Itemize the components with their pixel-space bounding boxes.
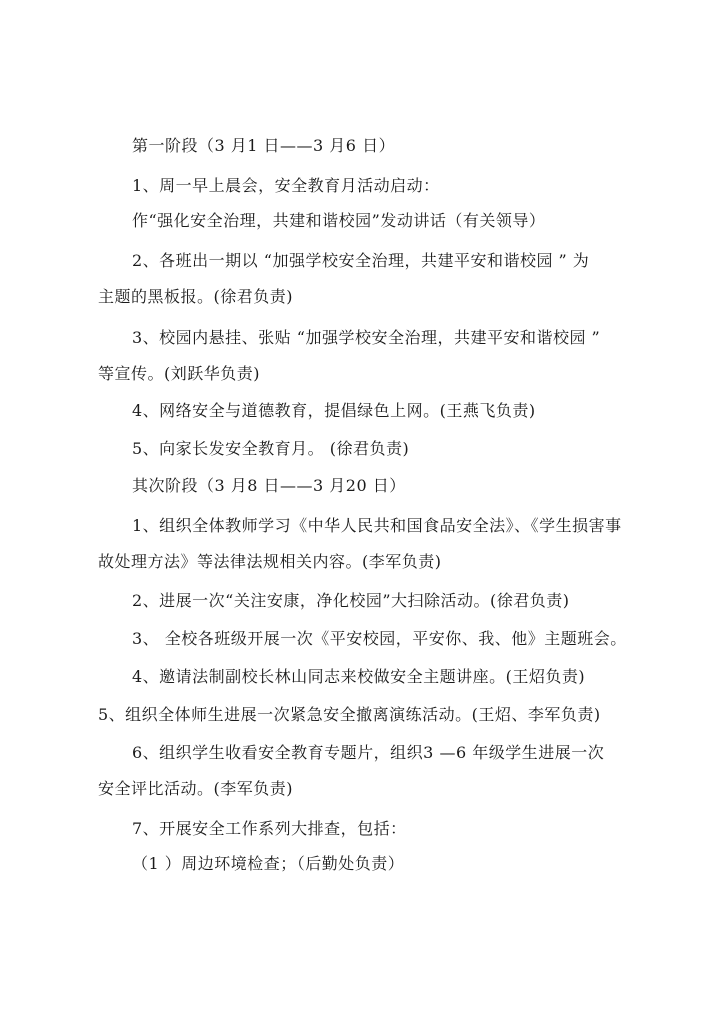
paragraph-line: 1、周一早上晨会，安全教育月活动启动： [132, 176, 440, 195]
paragraph-line: 安全评比活动。(李军负责) [98, 779, 293, 798]
paragraph-line: 4、邀请法制副校长林山同志来校做安全主题讲座。(王炤负责) [132, 667, 586, 686]
paragraph-line: 4、网络安全与道德教育，提倡绿色上网。(王燕飞负责) [132, 401, 536, 420]
paragraph-line: 7、开展安全工作系列大排查，包括： [132, 819, 407, 838]
paragraph-line: 5、向家长发安全教育月。 (徐君负责) [132, 439, 410, 458]
paragraph-line: 5、组织全体师生进展一次紧急安全撤离演练活动。(王炤、李军负责) [98, 705, 601, 724]
paragraph-line: 3、 全校各班级开展一次《平安校园，平安你、我、他》主题班会。 [132, 629, 627, 648]
paragraph-line: 3、校园内悬挂、张贴 “加强学校安全治理，共建平安和谐校园 ” [132, 328, 601, 347]
paragraph-line: 2、各班出一期以 “加强学校安全治理，共建平安和谐校园 ” 为 [132, 251, 590, 270]
paragraph-line: 2、进展一次“关注安康，净化校园”大扫除活动。(徐君负责) [132, 591, 570, 610]
paragraph-line: 作“强化安全治理，共建和谐校园”发动讲话（有关领导） [132, 211, 546, 230]
phase-one-heading: 第一阶段（3 月1 日——3 月6 日） [132, 136, 396, 155]
phase-two-heading: 其次阶段（3 月8 日——3 月20 日） [132, 476, 406, 495]
paragraph-line: （1 ）周边环境检查；（后勤处负责） [132, 854, 405, 873]
paragraph-line: 等宣传。(刘跃华负责) [98, 364, 260, 383]
paragraph-line: 6、组织学生收看安全教育专题片，组织3 —6 年级学生进展一次 [132, 743, 605, 762]
paragraph-line: 故处理方法》等法律法规相关内容。(李军负责) [98, 552, 442, 571]
paragraph-line: 1、组织全体教师学习《中华人民共和国食品安全法》、《学生损害事 [132, 516, 622, 535]
paragraph-line: 主题的黑板报。(徐君负责) [98, 287, 293, 306]
